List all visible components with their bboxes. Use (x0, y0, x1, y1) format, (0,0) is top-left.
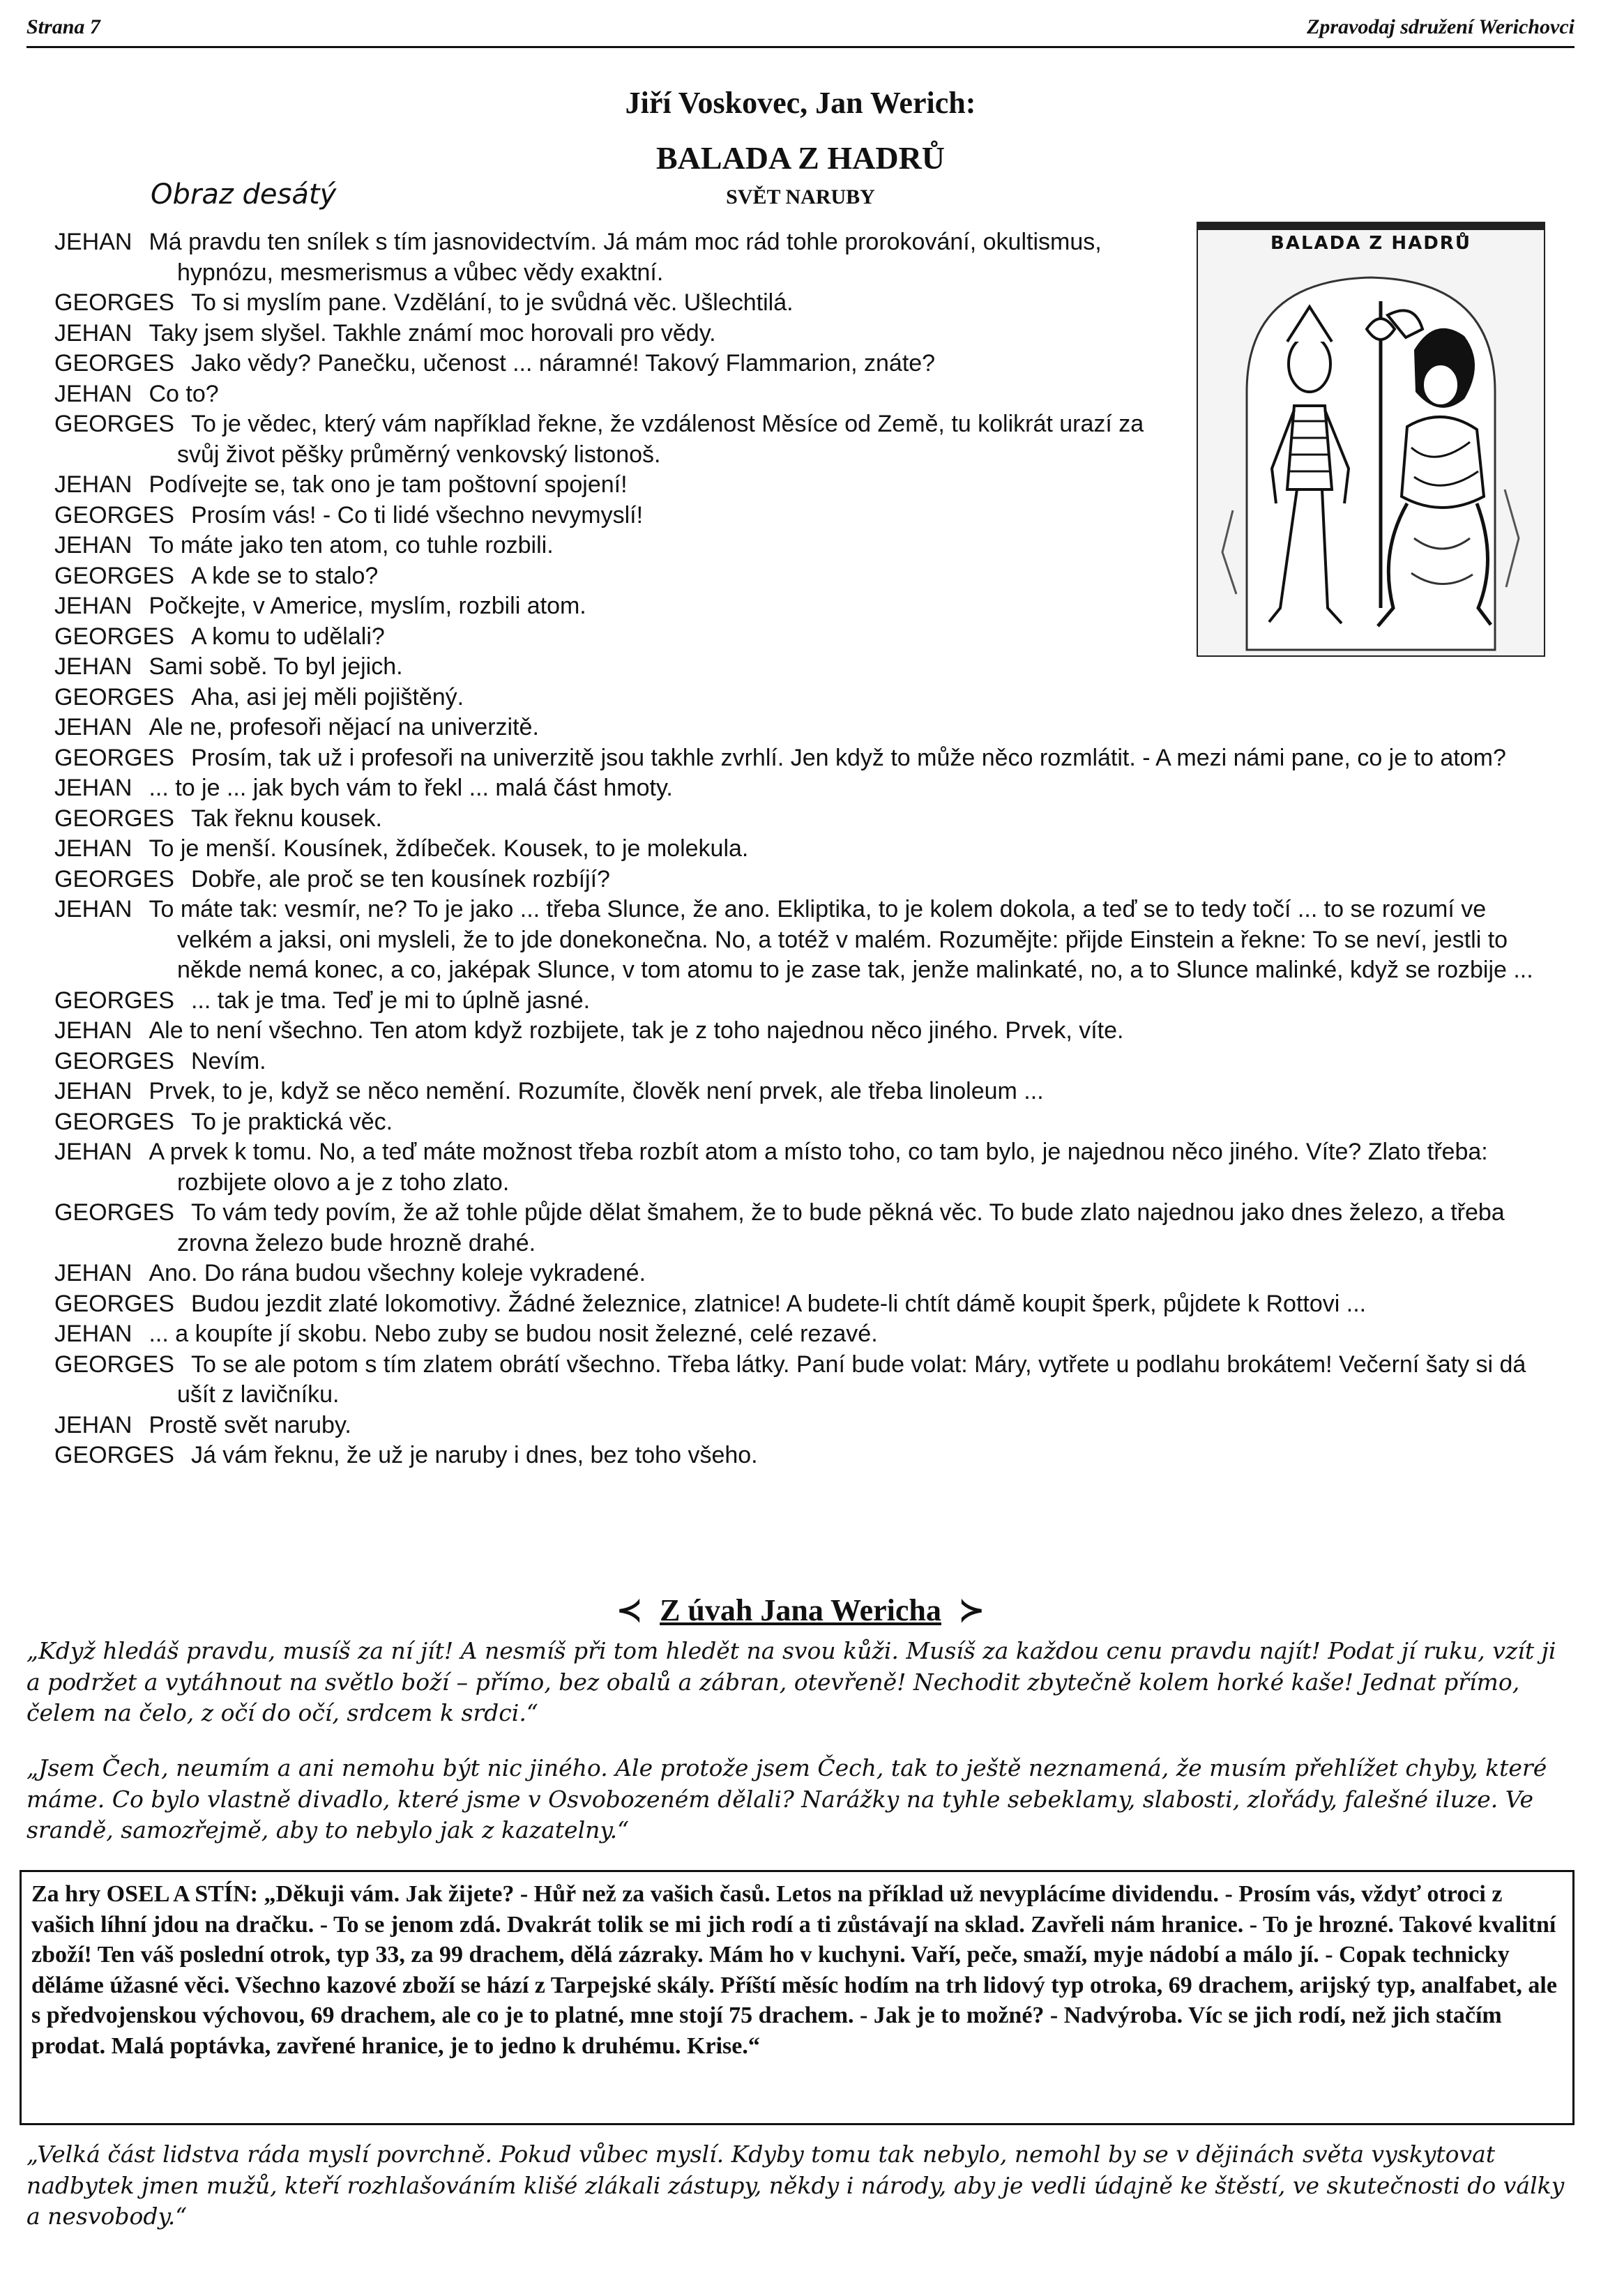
dialogue-line (26, 895, 1568, 986)
speaker-name: GEORGES (54, 623, 174, 650)
poster-caption: BALADA Z HADRŮ (1270, 233, 1471, 254)
dialogue-line (26, 409, 1163, 470)
speaker-name: JEHAN (54, 229, 132, 255)
boxed-quote (20, 1870, 1575, 2125)
speaker-name: JEHAN (54, 1321, 132, 1347)
dialogue-line (26, 1319, 1568, 1350)
speaker-name: JEHAN (54, 319, 132, 347)
speaker-name: JEHAN (54, 471, 132, 498)
dialogue-line (26, 622, 1163, 653)
line-text: ... a koupíte jí skobu. Nebo zuby se budou nosit železné, celé rezavé. (149, 1321, 878, 1347)
line-text: Taky jsem slyšel. Takhle známí moc horovali pro vědy. (149, 319, 716, 347)
line-text: To je praktická věc. (190, 1108, 393, 1135)
dialogue-line (26, 865, 1568, 895)
speaker-name: JEHAN (54, 1139, 132, 1165)
dialogue-line (26, 501, 1163, 531)
dialogue-line (26, 1077, 1568, 1107)
speaker-name: JEHAN (54, 896, 132, 922)
line-text: Prosím, tak už i profesoři na univerzitě jsou takhle zvrhlí. Jen když to může něco rozmlátit. - A mezi námi pane, co je to atom? (190, 744, 1506, 771)
dialogue-line (26, 349, 1163, 379)
dialogue-line (26, 1411, 1568, 1441)
quotes-heading-text: Z úvah Jana Wericha (660, 1593, 941, 1627)
dialogue-line (26, 531, 1163, 561)
line-text: Počkejte, v Americe, myslím, rozbili atom. (149, 593, 586, 619)
line-text: Tak řeknu kousek. (190, 805, 382, 832)
dialogue-line (26, 288, 1163, 319)
speaker-name: JEHAN (54, 1260, 132, 1286)
speaker-name: JEHAN (54, 714, 132, 740)
dialogue-line (26, 1259, 1568, 1289)
speaker-name: JEHAN (54, 1078, 132, 1104)
line-text: To si myslím pane. Vzdělání, to je svůdná věc. Ušlechtilá. (190, 289, 794, 316)
speaker-name: JEHAN (54, 593, 132, 619)
scene-subtitle: SVĚT NARUBY (726, 185, 875, 208)
speaker-name: GEORGES (54, 683, 174, 710)
line-text: A komu to udělali? (190, 623, 385, 650)
dialogue-line (26, 683, 1163, 713)
line-text: Podívejte se, tak ono je tam poštovní spojení! (149, 471, 628, 498)
line-text: Prvek, to je, když se něco nemění. Rozumíte, člověk není prvek, ale třeba linoleum ... (149, 1078, 1044, 1104)
page-number: Strana 7 (26, 15, 100, 38)
dialogue-line (26, 1350, 1568, 1411)
speaker-name: GEORGES (54, 1351, 174, 1378)
speaker-name: JEHAN (54, 835, 132, 862)
authors-heading: Jiří Voskovec, Jan Werich: (625, 86, 976, 120)
quote-czech: „Jsem Čech, neumím a ani nemohu být nic jiného. Ale protože jsem Čech, tak to ještě neznamená, že musím přehlížet chyby, které máme. Co bylo vlastně divadlo, které jsme v Osvobozeném dělali? Narážky na tyhle sebeklamy, slabosti, zlořády, falešné iluze. Ve srandě, samozřejmě, aby to nebylo jak z kazatelny.“ (26, 1754, 1547, 1843)
speaker-name: GEORGES (54, 350, 174, 377)
line-text: To máte jako ten atom, co tuhle rozbili. (149, 532, 554, 558)
dialogue-line (26, 986, 1568, 1017)
dialogue-line (26, 1047, 1568, 1077)
speaker-name: GEORGES (54, 411, 174, 437)
dialogue-line (26, 227, 1163, 288)
speaker-name: GEORGES (54, 1442, 174, 1468)
speaker-name: GEORGES (54, 1047, 174, 1074)
line-text: Dobře, ale proč se ten kousínek rozbíjí? (190, 865, 610, 892)
line-text: ... to je ... jak bych vám to řekl ... malá část hmoty. (149, 775, 673, 801)
quote-humanity: „Velká část lidstva ráda myslí povrchně. Pokud vůbec myslí. Kdyby tomu tak nebylo, nemohl by se v dějinách světa vyskytovat nadbytek jmen mužů, kteří rozhlašováním klišé zlákali zástupy, někdy i národy, aby je vedli údajně ke štěstí, ve skutečnosti do války a nesvobody.“ (26, 2141, 1565, 2230)
line-text: Co to? (149, 380, 219, 407)
line-text: Ale to není všechno. Ten atom když rozbijete, tak je z toho najednou něco jiného. Prvek, víte. (149, 1017, 1124, 1044)
line-text: Jako vědy? Panečku, učenost ... náramné! Takový Flammarion, znáte? (190, 350, 936, 377)
speaker-name: GEORGES (54, 805, 174, 832)
speaker-name: GEORGES (54, 501, 174, 529)
speaker-name: GEORGES (54, 1290, 174, 1317)
line-text: Aha, asi jej měli pojištěný. (190, 683, 464, 710)
play-title: BALADA Z HADRŮ (655, 140, 946, 176)
line-text: Já vám řeknu, že už je naruby i dnes, bez toho všeho. (190, 1442, 758, 1468)
line-text: To vám tedy povím, že až tohle půjde dělat šmahem, že to bude pěkná věc. To bude zlato najednou jako dnes železo, a třeba zrovna železo bude hrozně drahé. (177, 1199, 1505, 1256)
line-text: Prostě svět naruby. (149, 1411, 351, 1438)
line-text: Má pravdu ten snílek s tím jasnovidectvím. Já mám moc rád tohle prorokování, okultismus, hypnózu, mesmerismus a vůbec vědy exaktní. (149, 229, 1102, 286)
dialogue-section (26, 227, 1568, 1471)
line-text: To máte tak: vesmír, ne? To je jako ... třeba Slunce, že ano. Ekliptika, to je kolem dokola, a teď se to tedy točí ... to se rozumí ve velkém a jaksi, oni mysleli, že to jde donekonečna. No, a totéž v malém. Rozumějte: přijde Einstein a řekne: To se neví, jestli to někde nemá konec, a co, jaképak Slunce, v tom atomu to je zase tak, jenže malinkaté, no, a to Slunce malinké, když se rozbije ... (149, 896, 1533, 983)
line-text: Ale ne, profesoři nějací na univerzitě. (149, 714, 539, 740)
scene-label: Obraz desátý (151, 178, 337, 211)
line-text: To je menší. Kousínek, ždíbeček. Kousek, to je molekula. (149, 835, 749, 862)
speaker-name: GEORGES (54, 865, 174, 892)
dialogue-line (26, 561, 1163, 592)
dialogue-line (26, 591, 1163, 622)
dialogue-line (26, 1198, 1568, 1259)
line-text: ... tak je tma. Teď je mi to úplně jasné. (190, 987, 591, 1014)
line-text: Sami sobě. To byl jejich. (149, 653, 403, 680)
dialogue-line (26, 470, 1163, 501)
dialogue-line (26, 743, 1568, 774)
dialogue-line (26, 1107, 1568, 1138)
page-header (26, 15, 1575, 48)
dialogue-line (26, 773, 1568, 804)
speaker-name: GEORGES (54, 562, 174, 589)
newsletter-name: Zpravodaj sdružení Werichovci (1307, 15, 1575, 38)
line-text: Ano. Do rána budou všechny koleje vykradené. (149, 1260, 646, 1286)
speaker-name: JEHAN (54, 775, 132, 801)
line-text: To je vědec, který vám například řekne, že vzdálenost Měsíce od Země, tu kolikrát urazí za svůj život pěšky průměrný venkovský listonoš. (177, 411, 1144, 468)
dialogue-line (26, 1137, 1568, 1198)
dialogue-line (26, 1440, 1568, 1471)
speaker-name: JEHAN (54, 1017, 132, 1044)
line-text: Budou jezdit zlaté lokomotivy. Žádné železnice, zlatnice! A budete-li chtít dámě koupit šperk, půjdete k Rottovi ... (190, 1290, 1367, 1317)
dialogue-line (26, 1016, 1568, 1047)
speaker-name: GEORGES (54, 289, 174, 316)
dialogue-line (26, 713, 1568, 743)
line-text: To se ale potom s tím zlatem obrátí všechno. Třeba látky. Paní bude volat: Máry, vytřete u podlahu brokátem! Večerní šaty si dá ušít z lavičníku. (177, 1351, 1526, 1408)
right-arrow-icon: ≻ (958, 1593, 985, 1627)
line-text: Nevím. (190, 1047, 266, 1074)
speaker-name: GEORGES (54, 744, 174, 771)
dialogue-line (26, 379, 1163, 410)
line-text: Prosím vás! - Co ti lidé všechno nevymyslí! (190, 501, 644, 529)
quotes-heading (0, 1592, 1601, 1628)
dialogue-line (26, 834, 1568, 865)
speaker-name: JEHAN (54, 653, 132, 680)
boxed-quote-text: Za hry OSEL A STÍN: „Děkuji vám. Jak žijete? - Hůř než za vašich časů. Letos na příklad už nevyplácíme dividendu. - Prosím vás, vždyť otroci z vašich líhní jdou na dračku. - To se jenom zdá. Dvakrát tolik se mi jich rodí a ti zůstávají na sklad. Zavřeli nám hranice. - To je hrozné. Takové kvalitní zboží! Ten váš poslední otrok, typ 33, za 99 drachem, dělá zázraky. Mám ho v kuchyni. Vaří, peče, smaží, myje nádobí a málo jí. - Copak technicky děláme úžasné věci. Všechno kazové zboží se hází z Tarpejské skály. Příští měsíc hodím na trh lidový typ otroka, 69 drachem, arijský typ, analfabet, ale s předvojenskou výchovou, 69 drachem, ale co je to platné, mne stojí 75 drachem. - Jak je to možné? - Nadvýroba. Víc se jich rodí, než jich stačím prodat. Malá poptávka, zavřené hranice, je to jedno k druhému. Krise.“ (31, 1881, 1557, 2059)
dialogue-line (26, 1289, 1568, 1320)
speaker-name: JEHAN (54, 380, 132, 407)
speaker-name: GEORGES (54, 987, 174, 1014)
dialogue-line (26, 319, 1163, 349)
quote-truth: „Když hledáš pravdu, musíš za ní jít! A nesmíš při tom hledět na svou kůži. Musíš za každou cenu pravdu najít! Podat jí ruku, vzít ji a podržet a vytáhnout na světlo boží – přímo, bez obalů a zábran, otevřeně! Nechodit zbytečně kolem horké kaše! Jednat přímo, čelem na čelo, z očí do očí, srdcem k srdci.“ (26, 1637, 1556, 1726)
speaker-name: GEORGES (54, 1108, 174, 1135)
dialogue-line (26, 652, 1163, 683)
left-arrow-icon: ≺ (616, 1593, 643, 1627)
dialogue-line (26, 804, 1568, 835)
speaker-name: GEORGES (54, 1199, 174, 1226)
speaker-name: JEHAN (54, 1411, 132, 1438)
line-text: A kde se to stalo? (190, 562, 379, 589)
line-text: A prvek k tomu. No, a teď máte možnost třeba rozbít atom a místo toho, co tam bylo, je najednou něco jiného. Víte? Zlato třeba: rozbijete olovo a je z toho zlato. (149, 1139, 1488, 1196)
speaker-name: JEHAN (54, 532, 132, 558)
